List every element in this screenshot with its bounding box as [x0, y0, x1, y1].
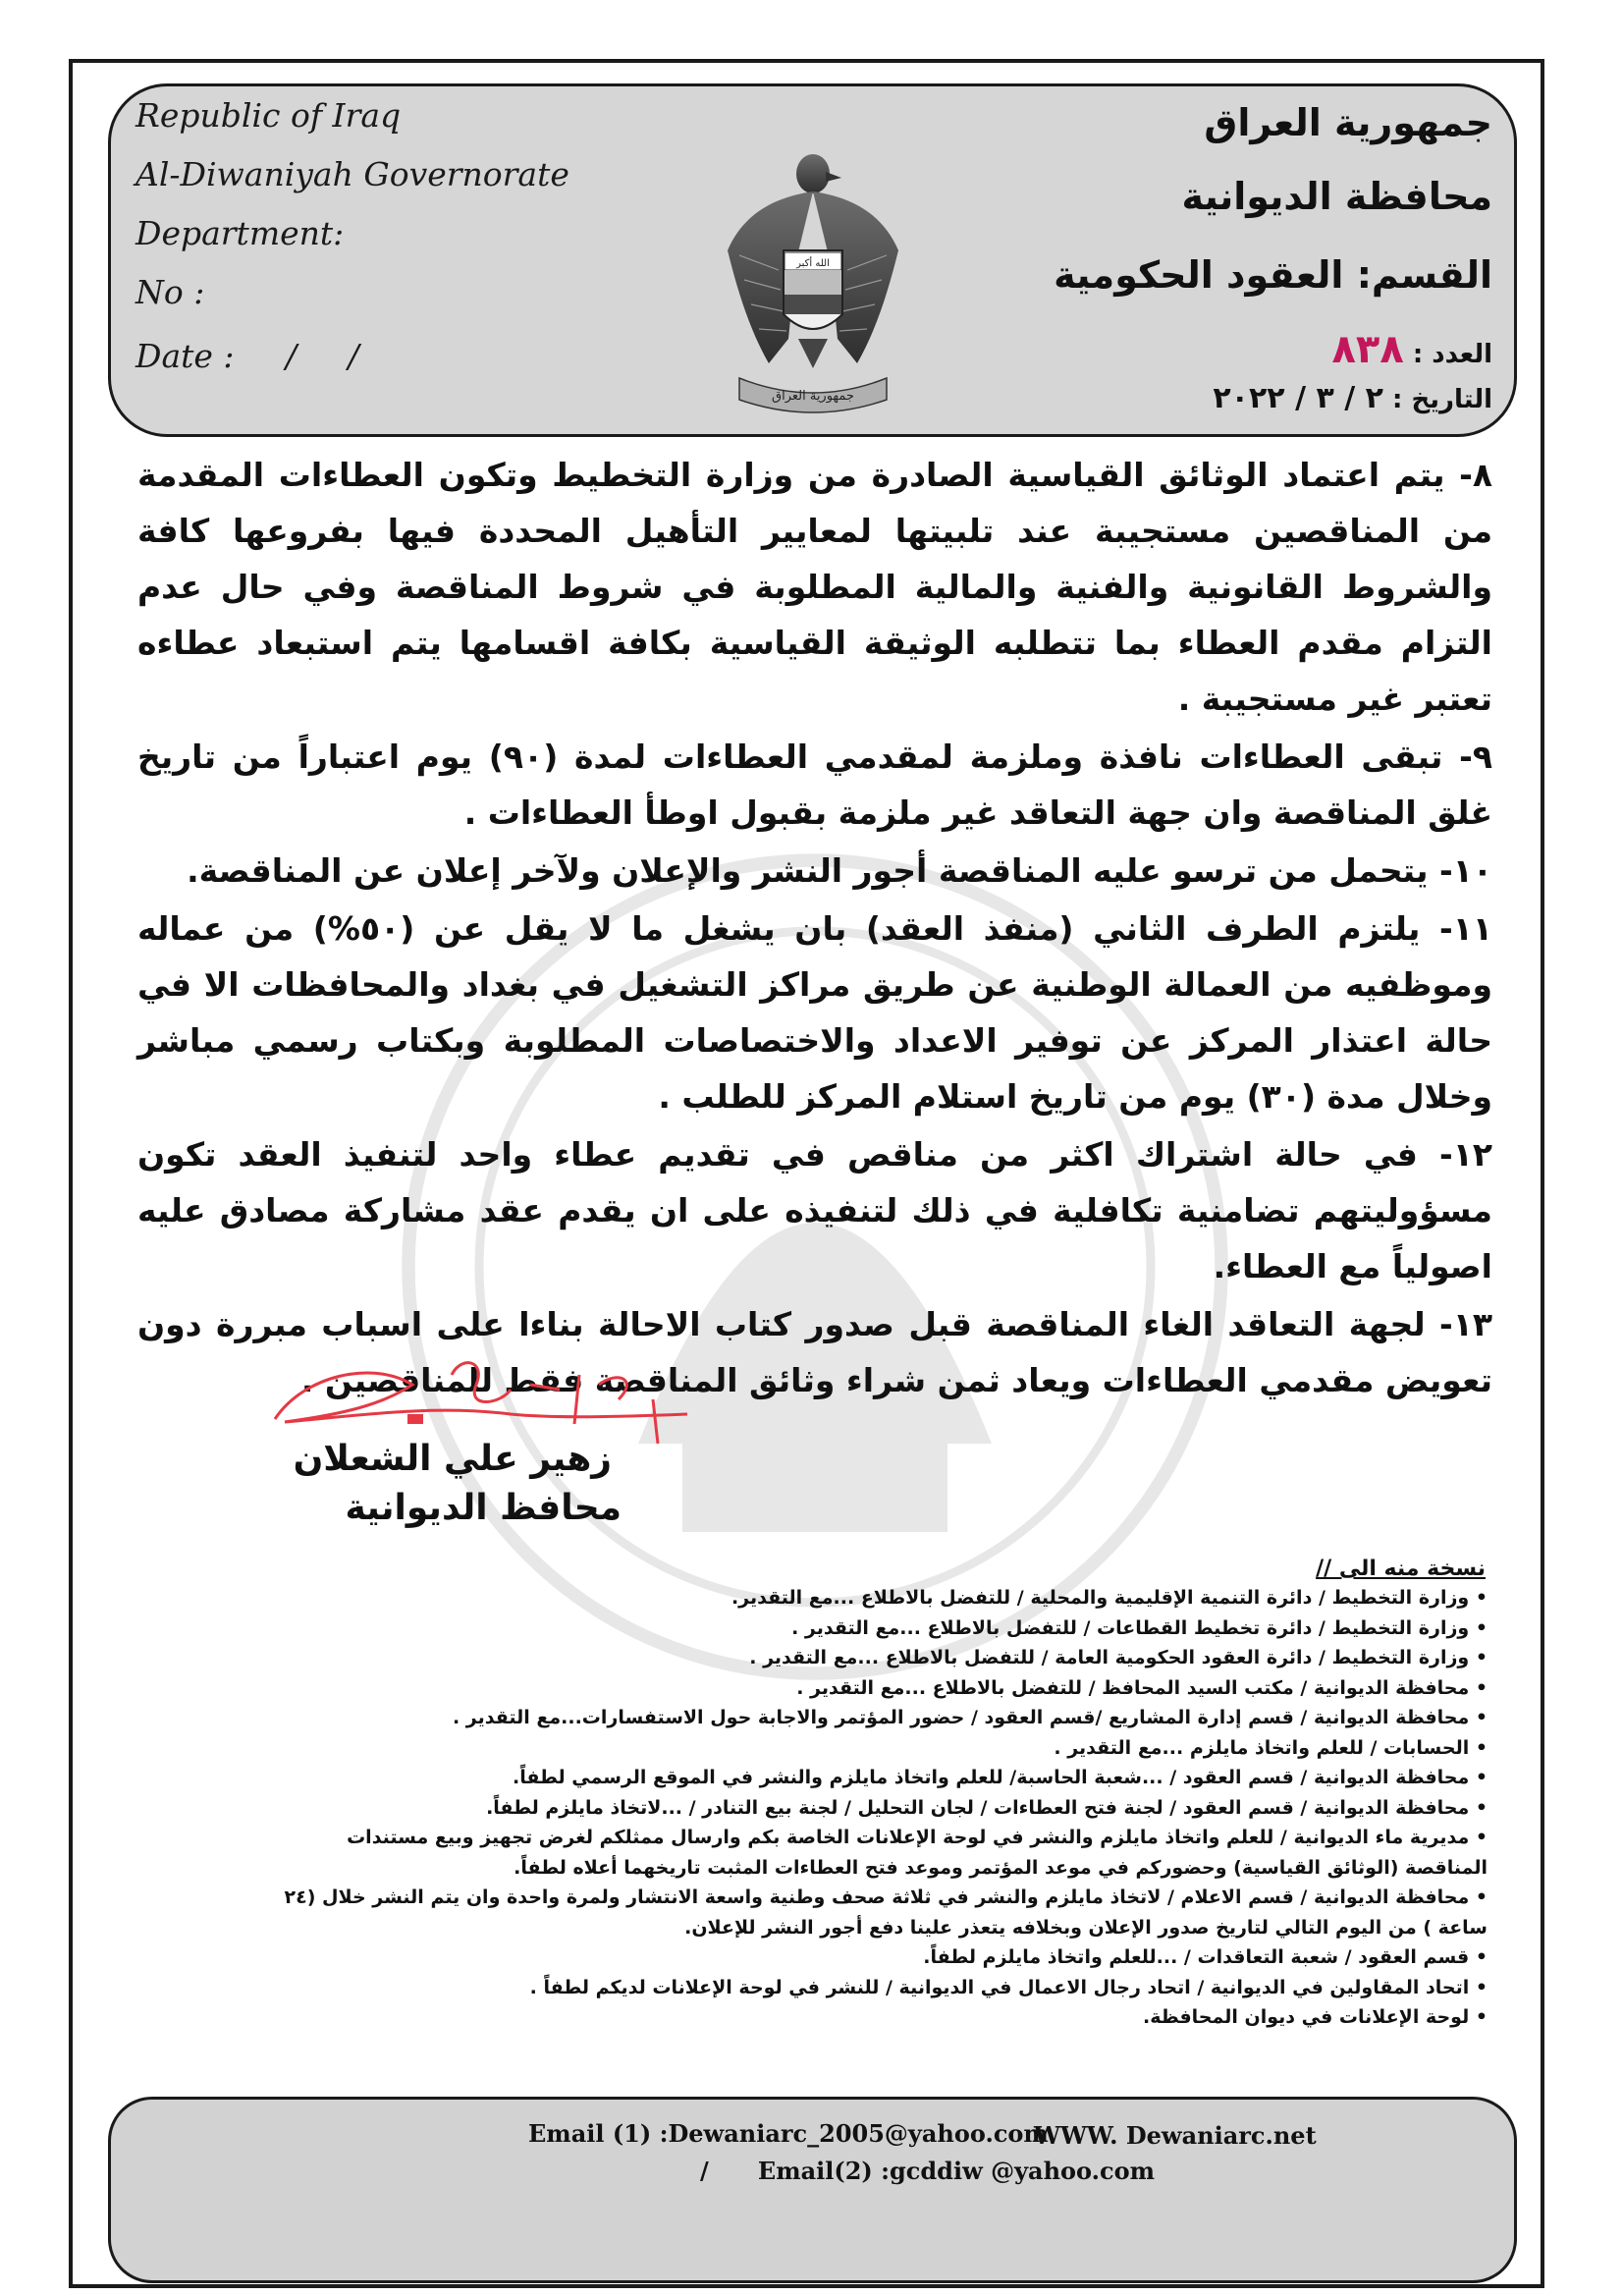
- header-governorate-en: Al-Diwaniyah Governorate: [135, 155, 569, 193]
- header-republic-en: Republic of Iraq: [135, 96, 402, 135]
- list-item: • وزارة التخطيط / دائرة تخطيط القطاعات / للتفضل بالاطلاع ...مع التقدير .: [137, 1613, 1488, 1644]
- list-item: • محافظة الديوانية / قسم العقود / ...شعبة الحاسبة/ للعلم واتخاذ مايلزم والنشر في الموقع الرسمي لطفاً.: [137, 1763, 1488, 1793]
- footer-email-2: / Email(2) :gcddiw @yahoo.com: [700, 2157, 1155, 2185]
- signatory-title: محافظ الديوانية: [345, 1488, 622, 1528]
- header-governorate-ar: محافظة الديوانية: [1181, 175, 1492, 218]
- terms-list: [137, 447, 1492, 1410]
- term-item-13: ١٣- لجهة التعاقد الغاء المناقصة قبل صدور كتاب الاحالة بناءا على اسباب مبررة دون تعويض مقدمي العطاءات ويعاد ثمن شراء وثائق المناقصة فقط للمناقصين .: [137, 1305, 1492, 1399]
- term-item-12: ١٢- في حالة اشتراك اكثر من مناقص في تقديم عطاء واحد لتنفيذ العقد تكون مسؤوليتهم تضامنية تكافلية في ذلك لتنفيذه على ان يقدم عقد مشاركة مصادق عليه اصولياً مع العطاء.: [137, 1135, 1492, 1285]
- header-republic-ar: جمهورية العراق: [1204, 101, 1492, 144]
- list-item: • وزارة التخطيط / دائرة التنمية الإقليمية والمحلية / للتفضل بالاطلاع ...مع التقدير.: [137, 1583, 1488, 1613]
- header-number-en: No :: [135, 273, 205, 311]
- term-item-10: ١٠- يتحمل من ترسو عليه المناقصة أجور النشر والإعلان ولآخر إعلان عن المناقصة.: [187, 851, 1492, 890]
- letterhead-footer: [108, 2097, 1517, 2283]
- copies-list: [137, 1583, 1488, 2033]
- list-item: • قسم العقود / شعبة التعاقدات / ...للعلم واتخاذ مايلزم لطفاً.: [137, 1942, 1488, 1973]
- term-item-8: ٨- يتم اعتماد الوثائق القياسية الصادرة من وزارة التخطيط وتكون العطاءات المقدمة من المناقصين مستجيبة عند تلبيتها لمعايير التأهيل المحددة فيها بفروعها كافة والشروط القانونية والفنية والمالية المطلوبة في شروط المناقصة وفي حال عدم التزام مقدم العطاء بما تتطلبه الوثيقة القياسية بكافة اقسامها يتم استبعاد عطاءه تعتبر غير مستجيبة .: [137, 456, 1492, 718]
- list-item: • مديرية ماء الديوانية / للعلم واتخاذ مايلزم والنشر في لوحة الإعلانات الخاصة بكم وارسال ممثلكم لغرض تجهيز وبيع مستندات: [137, 1823, 1488, 1853]
- footer-website: WWW. Dewaniarc.net: [1034, 2121, 1317, 2150]
- list-item: • محافظة الديوانية / قسم إدارة المشاريع /قسم العقود / حضور المؤتمر والاجابة حول الاستفسارات...مع التقدير .: [137, 1703, 1488, 1733]
- list-item: • وزارة التخطيط / دائرة العقود الحكومية العامة / للتفضل بالاطلاع ...مع التقدير .: [137, 1643, 1488, 1673]
- signatory-name: زهير علي الشعلان: [293, 1439, 612, 1479]
- term-item-9: ٩- تبقى العطاءات نافذة وملزمة لمقدمي العطاءات لمدة (٩٠) يوم اعتباراً من تاريخ غلق المناقصة وان جهة التعاقد غير ملزمة بقبول اوطأ العطاءات .: [137, 738, 1492, 832]
- header-department-ar: القسم: العقود الحكومية: [1054, 253, 1492, 297]
- list-item: • محافظة الديوانية / قسم العقود / لجنة فتح العطاءات / لجان التحليل / لجنة بيع التنادر / ...لاتخاذ مايلزم لطفاً.: [137, 1793, 1488, 1824]
- copies-heading: نسخة منه الى //: [1316, 1557, 1486, 1581]
- header-number-value: ٨٣٨: [1331, 327, 1404, 372]
- header-date-label: التاريخ : ٢ / ٣ / ٢٠٢٢: [1213, 381, 1492, 415]
- list-item: • اتحاد المقاولين في الديوانية / اتحاد رجال الاعمال في الديوانية / للنشر في لوحة الإعلانات لديكم لطفاً .: [137, 1973, 1488, 2003]
- header-number-label: العدد : ٨٣٨: [1331, 327, 1492, 372]
- list-item: • محافظة الديوانية / مكتب السيد المحافظ / للتفضل بالاطلاع ...مع التقدير .: [137, 1673, 1488, 1704]
- footer-email-1: Email (1) :Dewaniarc_2005@yahoo.com: [528, 2119, 1049, 2148]
- list-item: المناقصة (الوثائق القياسية) وحضوركم في موعد المؤتمر وموعد فتح العطاءات المثبت تاريخهما أعلاه لطفاً.: [514, 1856, 1488, 1879]
- emblem-takbir-text: الله أكبر: [796, 258, 830, 269]
- handwritten-signature: [265, 1345, 697, 1453]
- list-item: ساعة ) من اليوم التالي لتاريخ صدور الإعلان وبخلافه يتعذر علينا دفع أجور النشر للإعلان.: [684, 1916, 1488, 1939]
- emblem-banner-text: جمهورية العراق: [772, 389, 854, 404]
- header-department-en: Department:: [135, 214, 345, 252]
- iraq-eagle-emblem-icon: [720, 142, 906, 417]
- list-item: • الحسابات / للعلم واتخاذ مايلزم ...مع التقدير .: [137, 1733, 1488, 1764]
- header-date-en: Date : / /: [135, 337, 359, 375]
- term-item-11: ١١- يلتزم الطرف الثاني (منفذ العقد) بان يشغل ما لا يقل عن (٥٠%) من عماله وموظفيه من العمالة الوطنية عن طريق مراكز التشغيل في بغداد والمحافظات الا في حالة اعتذار المركز عن توفير الاعداد والاختصاصات المطلوبة وبكتاب رسمي مباشر وخلال مدة (٣٠) يوم من تاريخ استلام المركز للطلب .: [137, 909, 1493, 1116]
- header-date-value: ٢ / ٣ / ٢٠٢٢: [1213, 381, 1383, 415]
- list-item: • محافظة الديوانية / قسم الاعلام / لاتخاذ مايلزم والنشر في ثلاثة صحف وطنية واسعة الانتشار ولمرة واحدة وان يتم النشر خلال (٢٤: [137, 1883, 1488, 1913]
- list-item: • لوحة الإعلانات في ديوان المحافظة.: [137, 2002, 1488, 2033]
